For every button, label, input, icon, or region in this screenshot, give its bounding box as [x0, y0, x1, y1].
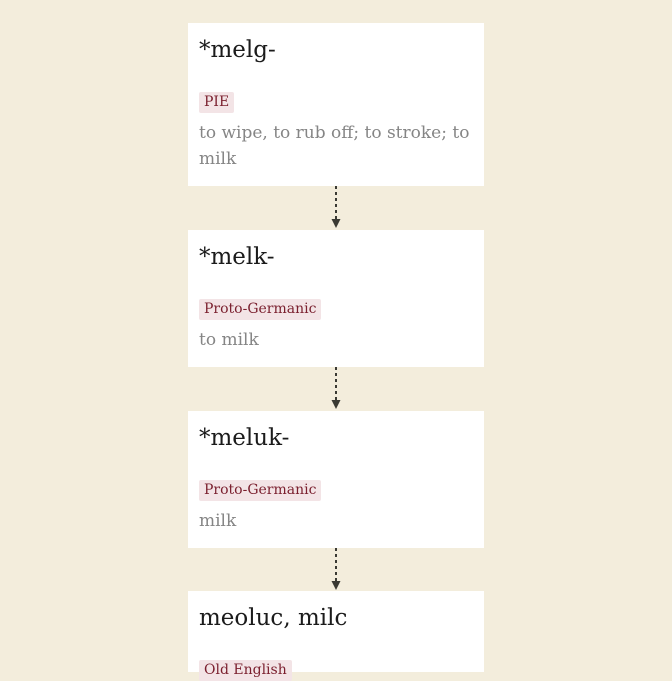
etymon-meaning: milk — [199, 511, 237, 531]
etymon-card-pie — [188, 23, 484, 186]
etymon-word: *melg- — [199, 37, 276, 63]
language-tag: PIE — [199, 92, 234, 113]
etymon-word: meoluc, milc — [199, 605, 348, 631]
dotted-arrow-down-icon — [326, 548, 346, 592]
dotted-arrow-down-icon — [326, 367, 346, 411]
language-tag: Proto-Germanic — [199, 480, 321, 501]
language-tag: Old English — [199, 660, 292, 681]
etymon-card-old-english — [188, 591, 484, 678]
etymon-word: *melk- — [199, 244, 275, 270]
etymon-card-proto-germanic-verb — [188, 230, 484, 367]
etymon-word: *meluk- — [199, 425, 290, 451]
etymon-meaning: to milk — [199, 330, 259, 350]
etymon-card-proto-germanic-noun — [188, 411, 484, 548]
dotted-arrow-down-icon — [326, 186, 346, 230]
etymon-meaning: to wipe, to rub off; to stroke; to milk — [199, 123, 470, 169]
language-tag: Proto-Germanic — [199, 299, 321, 320]
